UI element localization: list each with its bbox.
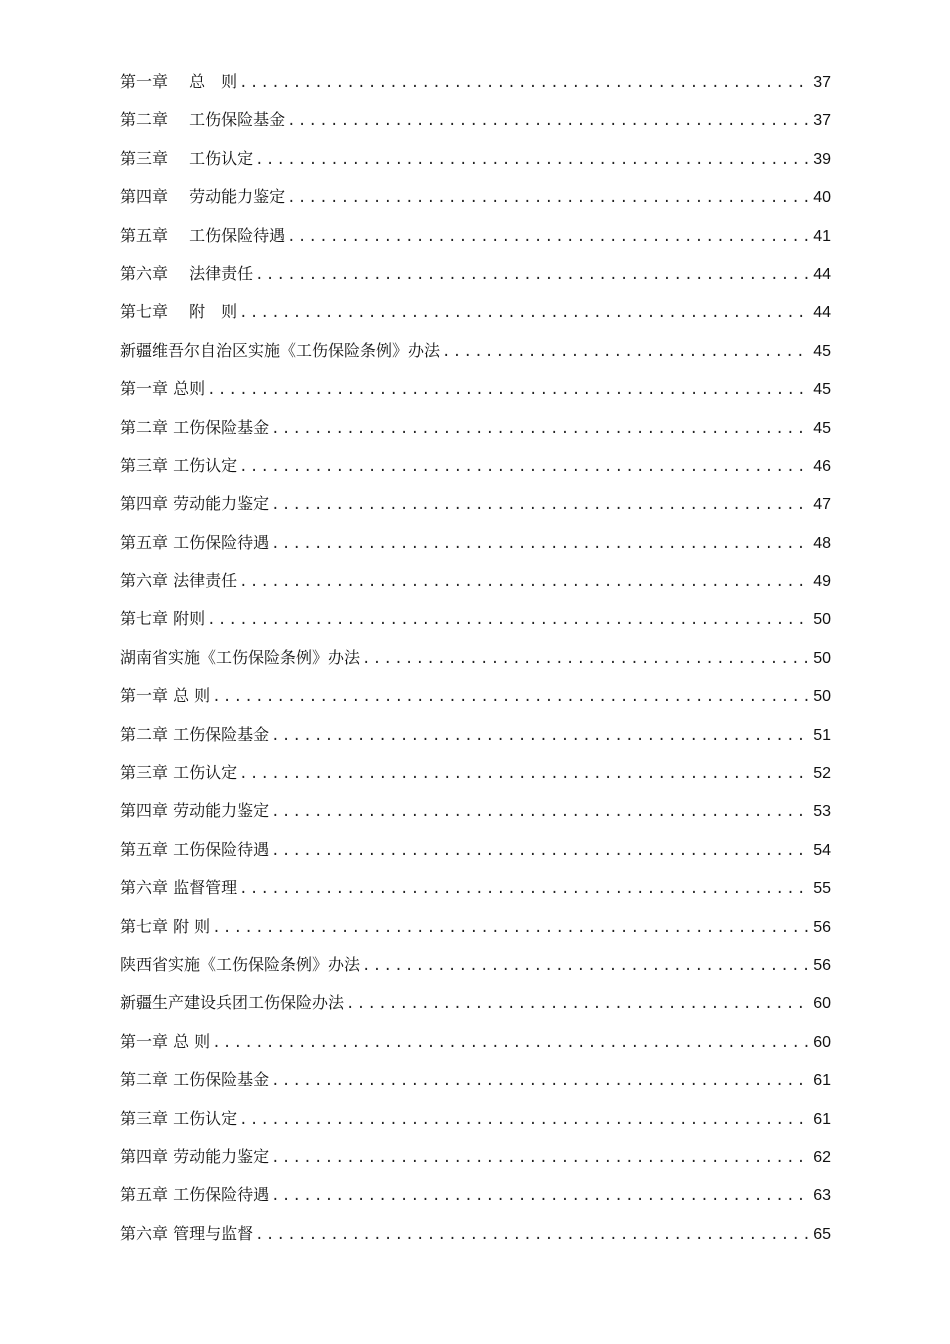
toc-dot-leader — [239, 766, 809, 782]
toc-entry[interactable] — [120, 107, 831, 145]
toc-dot-leader — [362, 651, 809, 667]
toc-dot-leader — [271, 843, 809, 859]
toc-entry-title: 第三章 工伤认定 — [120, 148, 254, 168]
toc-entry[interactable] — [120, 1144, 831, 1182]
toc-dot-leader — [287, 229, 809, 245]
toc-entry-page: 50 — [813, 688, 831, 706]
toc-entry-title: 第一章 总 则 — [120, 686, 211, 706]
toc-entry-page: 45 — [813, 419, 831, 437]
toc-entry-page: 45 — [813, 342, 831, 360]
toc-entry[interactable] — [120, 760, 831, 798]
toc-entry[interactable] — [120, 491, 831, 529]
toc-entry[interactable] — [120, 990, 831, 1028]
toc-entry[interactable] — [120, 453, 831, 491]
toc-entry-title: 第一章 总 则 — [120, 1031, 211, 1051]
toc-entry[interactable] — [120, 376, 831, 414]
toc-entry[interactable] — [120, 798, 831, 836]
toc-entry-page: 40 — [813, 189, 831, 207]
toc-entry-page: 56 — [813, 956, 831, 974]
toc-entry-title: 第七章 附 则 — [120, 302, 238, 322]
toc-entry-page: 54 — [813, 841, 831, 859]
toc-entry-page: 61 — [813, 1110, 831, 1128]
toc-entry-page: 50 — [813, 611, 831, 629]
toc-entry-page: 37 — [813, 74, 831, 91]
toc-entry-page: 65 — [813, 1225, 831, 1243]
toc-entry-title: 第一章 总 则 — [120, 72, 238, 91]
toc-entry-title: 新疆维吾尔自治区实施《工伤保险条例》办法 — [120, 340, 441, 360]
toc-dot-leader — [271, 421, 809, 437]
toc-dot-leader — [346, 996, 809, 1012]
toc-entry-title: 第七章 附 则 — [120, 916, 211, 936]
toc-dot-leader — [271, 536, 809, 552]
toc-entry-title: 第五章 工伤保险待遇 — [120, 839, 270, 859]
toc-entry-title: 第二章 工伤保险基金 — [120, 724, 270, 744]
toc-entry-title: 第六章 管理与监督 — [120, 1223, 254, 1243]
toc-entry-page: 52 — [813, 765, 831, 783]
toc-entry-page: 56 — [813, 918, 831, 936]
toc-entry[interactable] — [120, 184, 831, 222]
toc-entry[interactable] — [120, 146, 831, 184]
toc-entry-title: 第四章 劳动能力鉴定 — [120, 1146, 270, 1166]
toc-entry-page: 55 — [813, 880, 831, 898]
toc-entry-title: 第三章 工伤认定 — [120, 763, 238, 783]
toc-entry-page: 60 — [813, 1033, 831, 1051]
toc-entry-page: 41 — [813, 227, 831, 245]
toc-entry-title: 第四章 劳动能力鉴定 — [120, 494, 270, 514]
toc-dot-leader — [212, 1035, 809, 1051]
toc-dot-leader — [287, 113, 809, 129]
toc-dot-leader — [239, 881, 809, 897]
toc-entry-page: 53 — [813, 803, 831, 821]
toc-dot-leader — [239, 459, 809, 475]
toc-entry-title: 第五章 工伤保险待遇 — [120, 532, 270, 552]
toc-entry-page: 49 — [813, 573, 831, 591]
toc-dot-leader — [212, 689, 809, 705]
toc-dot-leader — [442, 344, 809, 360]
toc-entry[interactable] — [120, 338, 831, 376]
toc-entry-page: 44 — [813, 304, 831, 322]
toc-entry-title: 第四章 劳动能力鉴定 — [120, 187, 286, 207]
toc-dot-leader — [255, 152, 809, 168]
toc-dot-leader — [239, 574, 809, 590]
toc-dot-leader — [255, 267, 809, 283]
toc-dot-leader — [287, 190, 809, 206]
toc-entry-title: 陕西省实施《工伤保险条例》办法 — [120, 954, 361, 974]
toc-dot-leader — [271, 1073, 809, 1089]
toc-entry[interactable] — [120, 415, 831, 453]
toc-entry-title: 第六章 法律责任 — [120, 263, 254, 283]
toc-entry-page: 39 — [813, 150, 831, 168]
toc-entry[interactable] — [120, 261, 831, 299]
table-of-contents — [120, 69, 831, 1259]
toc-entry[interactable] — [120, 223, 831, 261]
toc-entry[interactable] — [120, 1182, 831, 1220]
toc-entry-page: 50 — [813, 649, 831, 667]
toc-entry[interactable] — [120, 1067, 831, 1105]
toc-entry[interactable] — [120, 722, 831, 760]
toc-entry[interactable] — [120, 645, 831, 683]
toc-entry[interactable] — [120, 568, 831, 606]
toc-dot-leader — [271, 1150, 809, 1166]
toc-entry-title: 第二章 工伤保险基金 — [120, 110, 286, 130]
toc-entry[interactable] — [120, 299, 831, 337]
toc-dot-leader — [255, 1227, 809, 1243]
toc-dot-leader — [207, 382, 809, 398]
toc-entry-title: 第三章 工伤认定 — [120, 1108, 238, 1128]
toc-dot-leader — [239, 75, 809, 91]
toc-entry[interactable] — [120, 69, 831, 107]
toc-dot-leader — [271, 1188, 809, 1204]
toc-entry-page: 45 — [813, 381, 831, 399]
toc-dot-leader — [271, 728, 809, 744]
toc-entry-page: 47 — [813, 496, 831, 514]
toc-entry-page: 37 — [813, 112, 831, 130]
toc-entry-title: 第六章 法律责任 — [120, 571, 238, 591]
toc-entry-title: 新疆生产建设兵团工伤保险办法 — [120, 993, 345, 1013]
toc-entry-title: 第四章 劳动能力鉴定 — [120, 801, 270, 821]
toc-entry-page: 61 — [813, 1072, 831, 1090]
toc-entry-page: 63 — [813, 1187, 831, 1205]
toc-entry-title: 第二章 工伤保险基金 — [120, 1070, 270, 1090]
toc-entry-page: 51 — [813, 726, 831, 744]
toc-entry-title: 湖南省实施《工伤保险条例》办法 — [120, 647, 361, 667]
toc-entry-title: 第三章 工伤认定 — [120, 455, 238, 475]
toc-dot-leader — [239, 1112, 809, 1128]
toc-dot-leader — [271, 497, 809, 513]
toc-entry[interactable] — [120, 1221, 831, 1259]
toc-dot-leader — [239, 305, 809, 321]
toc-entry-page: 46 — [813, 457, 831, 475]
toc-entry-page: 44 — [813, 265, 831, 283]
toc-dot-leader — [207, 612, 809, 628]
toc-entry[interactable] — [120, 606, 831, 644]
toc-entry[interactable] — [120, 914, 831, 952]
toc-dot-leader — [271, 804, 809, 820]
toc-entry-page: 62 — [813, 1148, 831, 1166]
toc-entry-title: 第一章 总则 — [120, 379, 206, 399]
toc-entry-page: 48 — [813, 534, 831, 552]
toc-dot-leader — [362, 958, 809, 974]
toc-entry[interactable] — [120, 683, 831, 721]
toc-entry[interactable] — [120, 875, 831, 913]
toc-entry[interactable] — [120, 1029, 831, 1067]
toc-entry[interactable] — [120, 530, 831, 568]
toc-entry-title: 第五章 工伤保险待遇 — [120, 1185, 270, 1205]
toc-entry[interactable] — [120, 1106, 831, 1144]
toc-entry-page: 60 — [813, 995, 831, 1013]
toc-entry[interactable] — [120, 837, 831, 875]
toc-entry-title: 第五章 工伤保险待遇 — [120, 225, 286, 245]
toc-entry-title: 第六章 监督管理 — [120, 878, 238, 898]
toc-entry-title: 第二章 工伤保险基金 — [120, 417, 270, 437]
toc-entry[interactable] — [120, 952, 831, 990]
toc-entry-title: 第七章 附则 — [120, 609, 206, 629]
toc-dot-leader — [212, 920, 809, 936]
